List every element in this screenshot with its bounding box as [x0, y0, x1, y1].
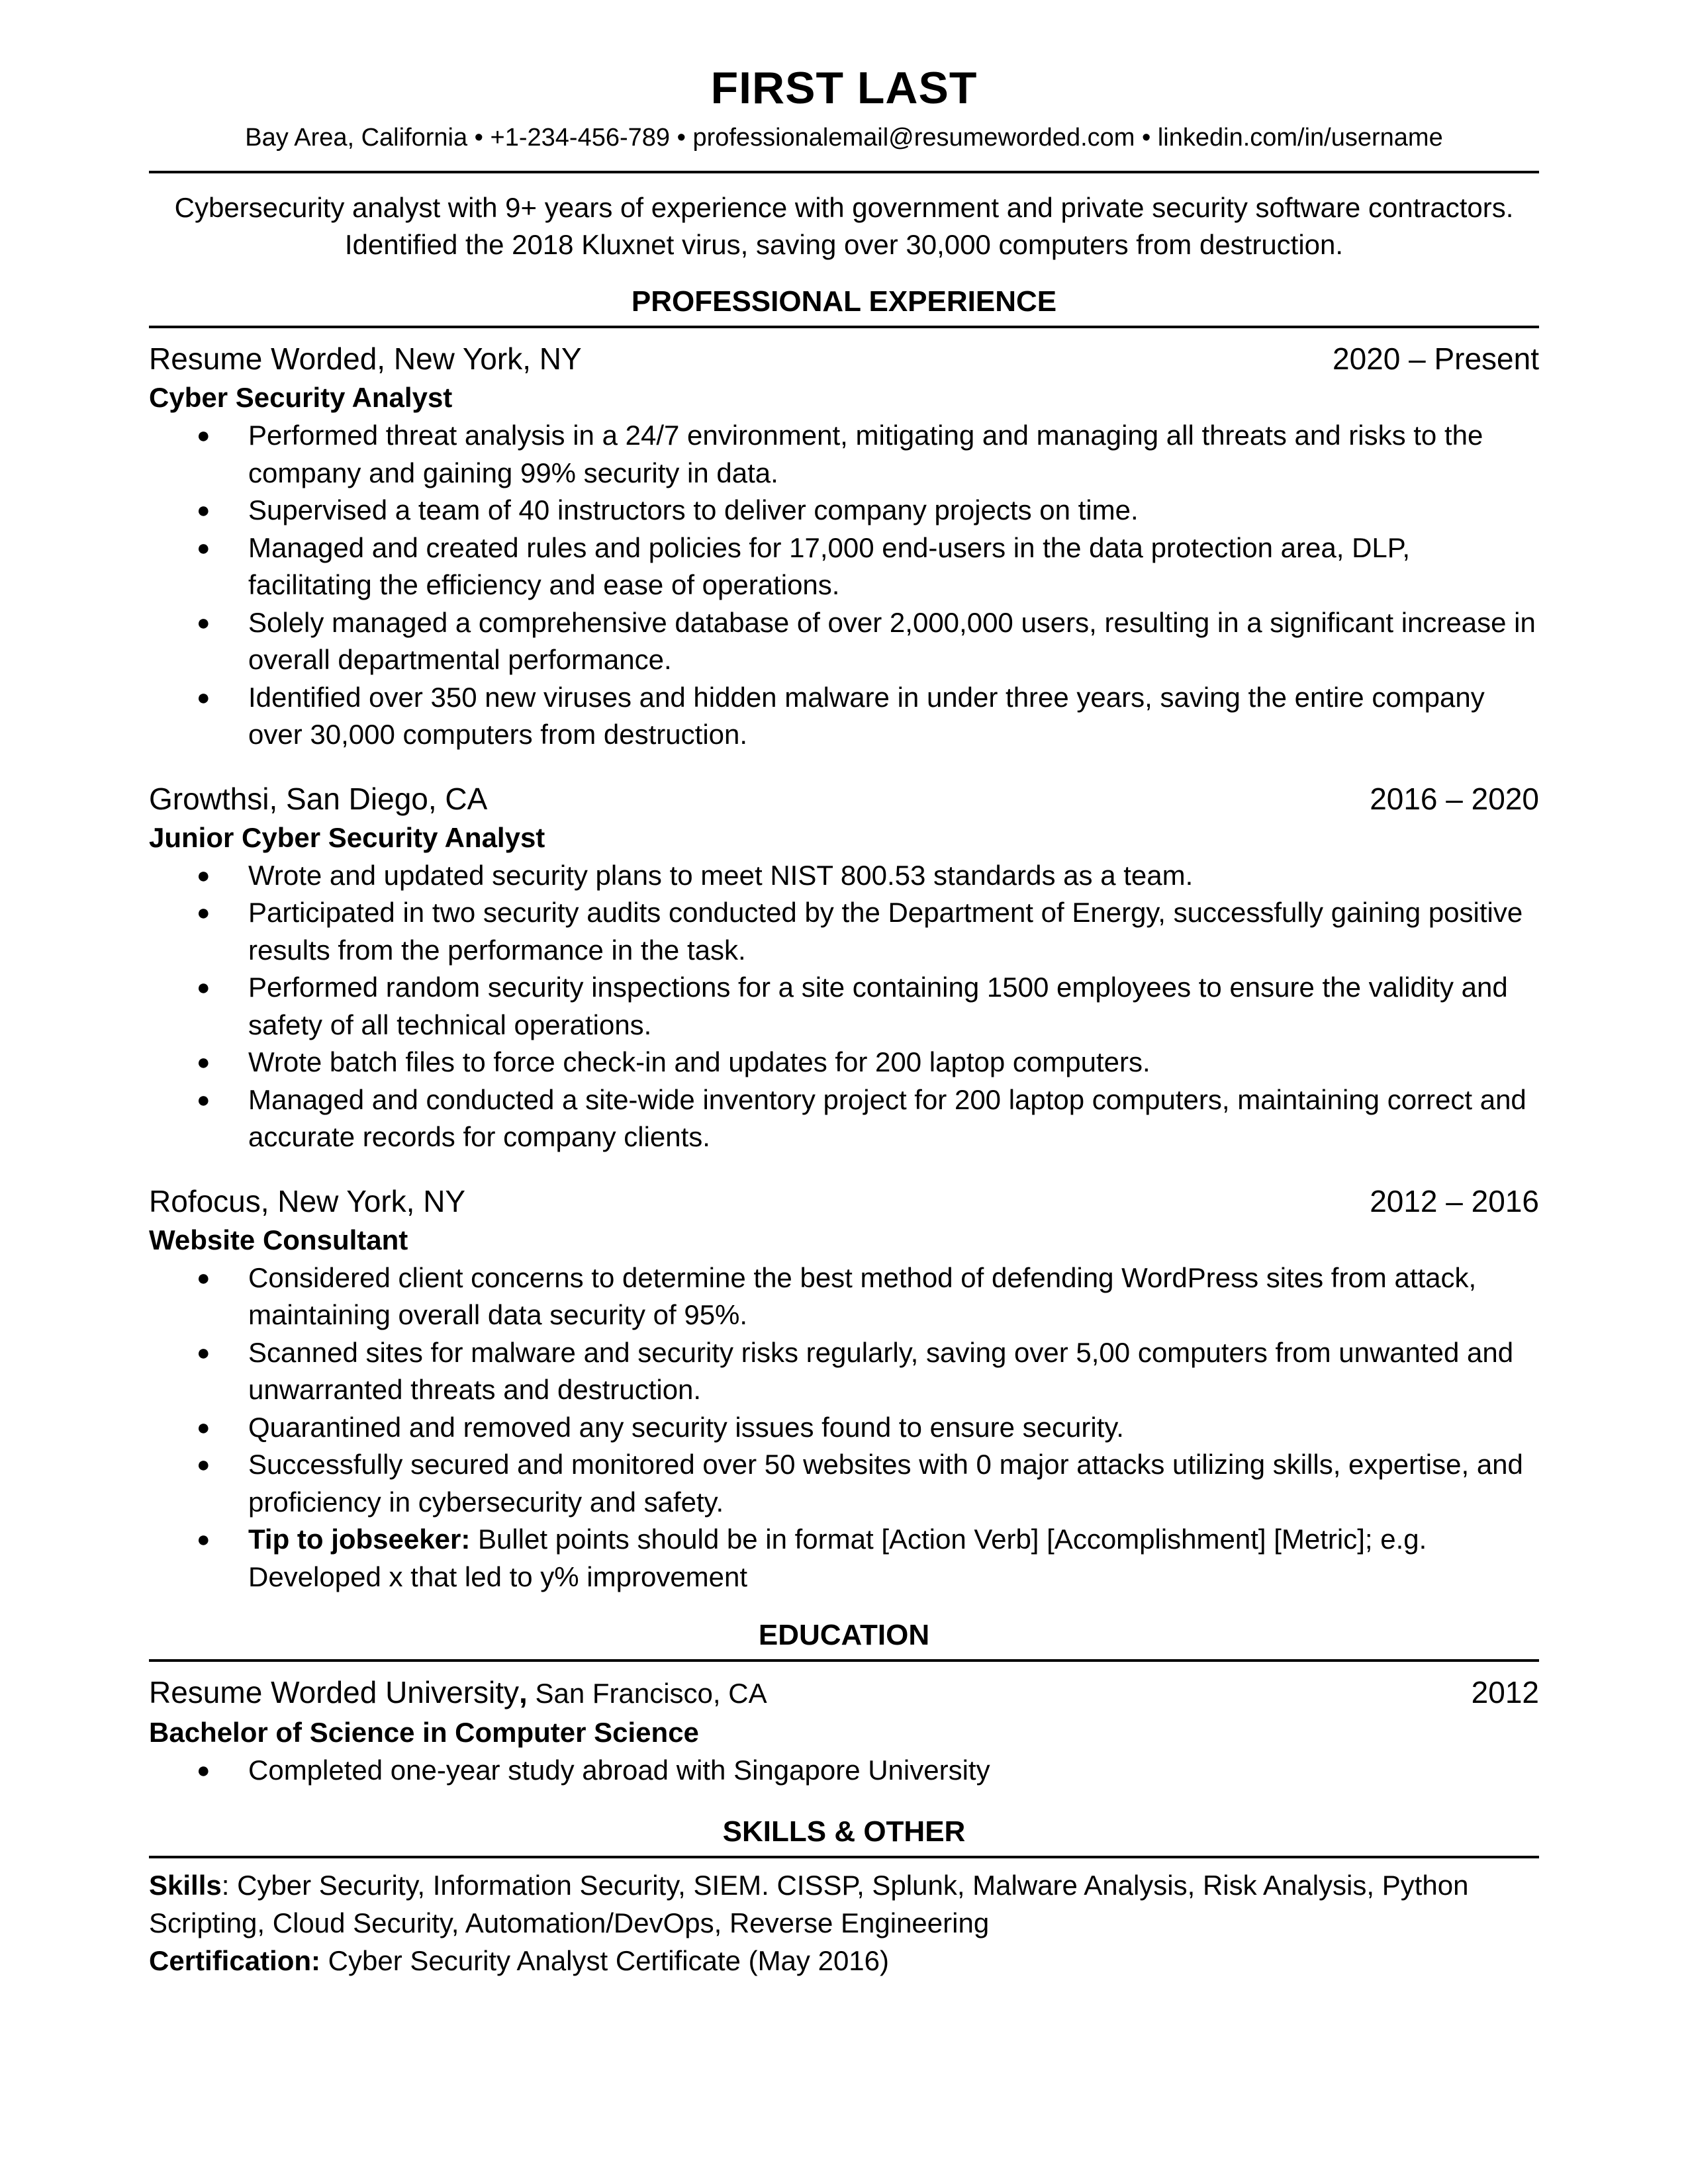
summary: Cybersecurity analyst with 9+ years of experience with government and private security software contractors. Identified the 2018 Kluxnet virus, saving over 30,000 computers from destruction. — [174, 192, 1514, 260]
list-item: ● Solely managed a comprehensive database of over 2,000,000 users, resulting in a significant increase in overall departmental performance. — [149, 604, 1539, 679]
contact-line: Bay Area, California • +1-234-456-789 • professionalemail@resumeworded.com • linkedin.com/in/username — [245, 124, 1443, 152]
education-school: Resume Worded University — [149, 1675, 520, 1709]
education-school-line — [149, 1672, 767, 1713]
list-item: ● Managed and created rules and policies for 17,000 end-users in the data protection area, DLP, facilitating the efficiency and ease of operations. — [149, 529, 1539, 604]
list-item: ● Scanned sites for malware and security risks regularly, saving over 5,00 computers from unwanted and unwarranted threats and destruction. — [149, 1334, 1539, 1409]
education-year: 2012 — [1471, 1675, 1539, 1709]
list-item: ● Performed random security inspections for a site containing 1500 employees to ensure the validity and safety of all technical operations. — [149, 969, 1539, 1044]
section-divider — [149, 1659, 1539, 1662]
tip-text: Bullet points should be in format [Action Verb] [Accomplishment] [Metric]; e.g. Developed x that led to y% improvement — [248, 1524, 1427, 1592]
job-dates: 2012 – 2016 — [1370, 1183, 1539, 1218]
certification-label: Certification: — [149, 1944, 321, 1976]
resume-page — [149, 58, 1539, 1979]
section-divider — [149, 1856, 1539, 1858]
list-item: ● Completed one-year study abroad with Singapore University — [149, 1752, 1539, 1790]
list-item: ● Successfully secured and monitored over 50 websites with 0 major attacks utilizing skills, expertise, and proficiency in cybersecurity and safety. — [149, 1446, 1539, 1521]
list-item: ● Wrote batch files to force check-in and updates for 200 laptop computers. — [149, 1044, 1539, 1081]
list-item: ● Wrote and updated security plans to meet NIST 800.53 standards as a team. — [149, 857, 1539, 895]
candidate-name: FIRST LAST — [710, 63, 978, 113]
list-item: ● Quarantined and removed any security issues found to ensure security. — [149, 1409, 1539, 1447]
education-entry — [149, 1672, 1539, 1790]
section-title-education: EDUCATION — [758, 1619, 930, 1651]
certification-line — [149, 1942, 1539, 1979]
skills-line — [149, 1866, 1539, 1942]
education-degree: Bachelor of Science in Computer Science — [149, 1717, 699, 1748]
list-item: ● Supervised a team of 40 instructors to deliver company projects on time. — [149, 492, 1539, 529]
list-item: ● Participated in two security audits conducted by the Department of Energy, successfully gaining positive results from the performance in the task. — [149, 894, 1539, 969]
skills-label: Skills — [149, 1869, 222, 1901]
job-entry — [149, 1181, 1539, 1596]
section-title-skills: SKILLS & OTHER — [722, 1815, 966, 1848]
job-dates: 2016 – 2020 — [1370, 781, 1539, 816]
list-item: ● Considered client concerns to determine the best method of defending WordPress sites from attack, maintaining overall data security of 95%. — [149, 1259, 1539, 1334]
tip-label: Tip to jobseeker: — [248, 1524, 471, 1555]
list-item-tip — [149, 1521, 1539, 1596]
skills-block — [149, 1866, 1539, 1979]
list-item: ● Identified over 350 new viruses and hidden malware in under three years, saving the entire company over 30,000 computers from destruction. — [149, 679, 1539, 754]
education-comma: , — [519, 1675, 528, 1709]
list-item: ● Performed threat analysis in a 24/7 environment, mitigating and managing all threats and risks to the company and gaining 99% security in data. — [149, 417, 1539, 492]
list-item: ● Managed and conducted a site-wide inventory project for 200 laptop computers, maintaining correct and accurate records for company clients. — [149, 1081, 1539, 1156]
section-title-experience: PROFESSIONAL EXPERIENCE — [631, 285, 1057, 318]
job-role: Website Consultant — [149, 1224, 408, 1255]
job-entry — [149, 779, 1539, 1156]
job-role: Junior Cyber Security Analyst — [149, 821, 545, 853]
job-role: Cyber Security Analyst — [149, 382, 453, 413]
job-company: Resume Worded, New York, NY — [149, 341, 582, 376]
job-company: Rofocus, New York, NY — [149, 1183, 466, 1218]
header-divider — [149, 171, 1539, 173]
job-entry — [149, 339, 1539, 754]
job-company: Growthsi, San Diego, CA — [149, 781, 488, 816]
education-location: San Francisco, CA — [527, 1678, 767, 1709]
certification-text: Cyber Security Analyst Certificate (May 2016) — [320, 1944, 890, 1976]
job-dates: 2020 – Present — [1332, 341, 1539, 376]
skills-text: : Cyber Security, Information Security, SIEM. CISSP, Splunk, Malware Analysis, Risk Analysis, Python Scripting, Cloud Security, Automation/DevOps, Reverse Engineering — [149, 1869, 1469, 1938]
section-divider — [149, 326, 1539, 328]
